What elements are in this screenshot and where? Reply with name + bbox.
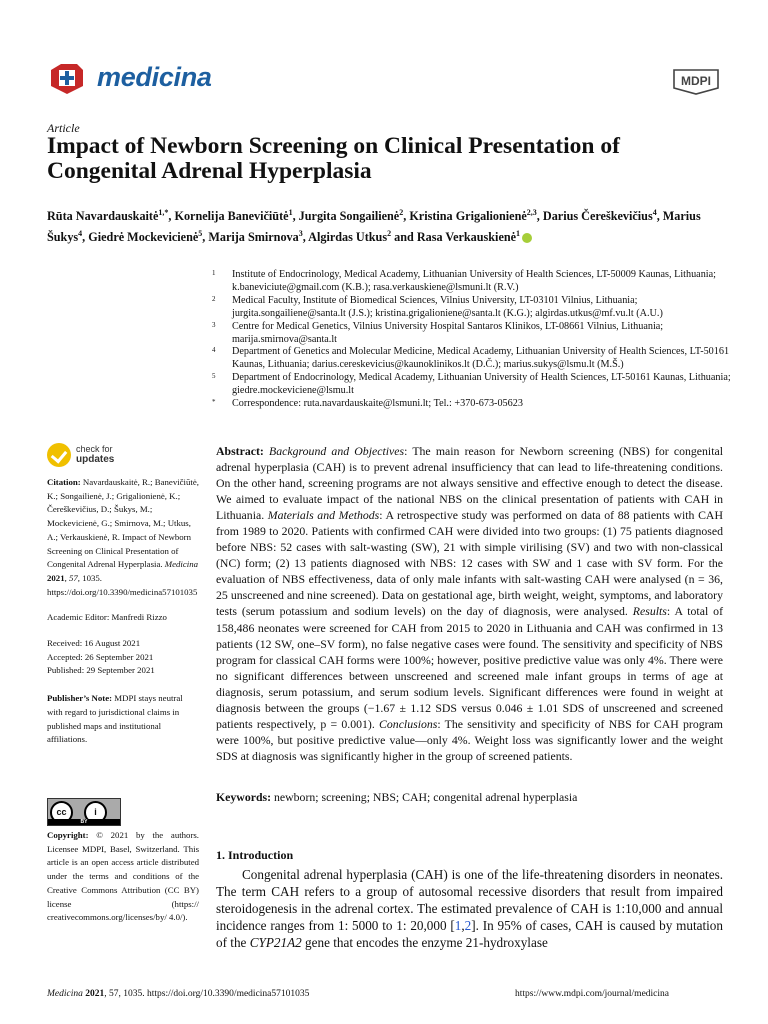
abstract-results-label: Results	[632, 604, 667, 619]
citation-link-1[interactable]: 1	[454, 918, 462, 933]
abstract-methods-text: : A retrospective study was performed on data of 88 patients with CAH from 1989 to 2020. Patients with confirmed CAH were divided into two groups: (1) 75 patients diagnosed before NBS: 52 cases with salt-wasting (SW), 21 with simple virilising (SV) and two with non-classical (NC) form; (2) 13 patients diagnosed with NBS: 12 cases with SW and 1 case with SV form. For the evaluation of NBS effectiveness, data of only male infants with salt-wasting CAH were analysed (n = 36, 25 unscreened and nine screened). Data on gestational age, birth weight, weight, symptoms, and laboratory tests (serum potassium and sodium levels) on the day of diagnosis, were analysed.	[216, 508, 723, 619]
intro-text-3: gene that encodes the enzyme 21-hydroxylase	[301, 935, 548, 950]
keywords-label: Keywords:	[216, 790, 272, 804]
affiliation-item	[212, 269, 732, 295]
affiliation-item	[212, 295, 732, 321]
published-date: Published: 29 September 2021	[47, 665, 155, 676]
author-name[interactable]: Algirdas Utkus	[308, 230, 388, 245]
citation: Citation: Navardauskaitė, R.; Banevičiūtė, K.; Songailienė, J.; Grigalionienė, K.; Čereškevičius, D.; Šukys, M.; Mockevicienė, G.; Smirnova, M.; Utkus, A.; Verkauskienė, R. Impact of Newborn Screening on Clinical Presentation of Congenital Adrenal Hyperplasia. Medicina 2021, 57, 1035. https://doi.org/10.3390/medicina57101035	[47, 477, 199, 597]
abstract-results-text: : A total of 158,486 neonates were screened for CAH from 2015 to 2020 in Lithuania and CAH was confirmed in 13 patients (12 SW, one–SV form), no false negative cases were found. The sensitivity and specificity of NBS program for classical CAH forms were 100%; however, positive predictive value was only 4%. There were no significant differences between unscreened and screened male infant groups in terms of age at diagnosis, serum potassium, and serum sodium levels. Significant differences were found in weight at diagnosis between the groups (−1.67 ± 1.12 SDS versus 0.046 ± 1.01 SDS of unscreened and screened patients respectively, p = 0.001).	[216, 604, 723, 731]
keywords-text: newborn; screening; NBS; CAH; congenital adrenal hyperplasia	[271, 790, 578, 804]
affiliation-text: Centre for Medical Genetics, Vilnius University Hospital Santaros Klinikos, LT-08661 Vilnius, Lithuania; marija.smirnova@santa.lt	[232, 320, 664, 345]
affiliation-number: 1	[212, 269, 216, 277]
intro-text-1: Congenital adrenal hyperplasia (CAH) is one of the life-threatening disorders in neonates. The term CAH refers to a group of autosomal recessive disorders that result from impaired steroidogenesis in the adrenal cortex. The estimated prevalence of CAH is 1:10,000 and annual incidence ranges from 1: 5000 to 1: 20,000 [	[216, 867, 723, 933]
affiliation-item	[212, 398, 732, 411]
check-updates-line2: updates	[76, 454, 115, 465]
section-heading-introduction: 1. Introduction	[216, 848, 294, 862]
check-updates-line1: check for	[76, 444, 113, 454]
publisher-note	[47, 692, 199, 747]
abstract-conclusions-label: Conclusions	[379, 716, 438, 731]
citation-label: Citation:	[47, 477, 81, 487]
footer-year: 2021	[85, 989, 105, 999]
copyright-text: © 2021 by the authors. Licensee MDPI, Basel, Switzerland. This article is an open access article distributed under the terms and conditions of the Creative Commons Attribution (CC BY) license (https:// creativecommons.org/licenses/by/ 4.0/).	[47, 830, 200, 923]
author-affiliation-marker: 2	[387, 229, 392, 239]
affiliation-item	[212, 321, 732, 347]
gene-name: CYP21A2	[249, 935, 302, 950]
dates	[47, 637, 199, 678]
received-date: Received: 16 August 2021	[47, 638, 141, 649]
author-name[interactable]: Kristina Grigalionienė	[409, 209, 527, 224]
article-title: Impact of Newborn Screening on Clinical Presentation of Congenital Adrenal Hyperplasia	[47, 133, 620, 184]
footer-journal: Medicina	[47, 989, 83, 999]
citation-text: Navardauskaitė, R.; Banevičiūtė, K.; Songailienė, J.; Grigalionienė, K.; Čereškevičius, D.; Šukys, M.; Mockevicienė, G.; Smirnova, M.; Utkus, A.; Verkauskienė, R. Impact of Newborn Screening on Clinical Presentation of Congenital Adrenal Hyperplasia.	[47, 477, 199, 570]
citation-doi[interactable]: , 1035. https://doi.org/10.3390/medicina57101035	[47, 572, 198, 597]
affiliation-text: Department of Endocrinology, Medical Academy, Lithuanian University of Health Sciences, LT-50161 Kaunas, Lithuania; giedre.mockeviciene@lsmu.lt	[232, 372, 731, 397]
journal-name[interactable]: medicina	[97, 62, 212, 92]
publisher-name: MDPI	[681, 74, 711, 88]
publisher-note-label: Publisher’s Note:	[47, 693, 113, 704]
affiliation-number: 3	[212, 320, 216, 329]
affiliations	[212, 269, 732, 411]
author-affiliation-marker: 3	[298, 229, 303, 239]
footer-doi[interactable]: , 57, 1035. https://doi.org/10.3390/medicina57101035	[104, 989, 310, 999]
cc-by-label: BY	[48, 819, 120, 825]
abstract-conclusions-text: : The sensitivity and specificity of NBS for CAH program were 100%, but positive predictive value—only 4%. Weight loss was significantly lower and the weight SDS at diagnosis was significantly higher in the group of screened patients.	[216, 716, 723, 763]
author-affiliation-marker: 1,*	[158, 208, 169, 217]
copyright	[47, 829, 199, 925]
abstract-label: Abstract:	[216, 444, 264, 458]
author-name[interactable]: Marius Šukys	[47, 209, 701, 245]
author-affiliation-marker: 2,3	[526, 208, 537, 217]
footer-journal-url[interactable]: https://www.mdpi.com/journal/medicina	[515, 989, 669, 999]
intro-comma: ,	[461, 918, 465, 933]
publisher-note-text: MDPI stays neutral with regard to jurisdictional claims in published maps and institutional affiliations.	[47, 693, 183, 745]
affiliation-text: Correspondence: ruta.navardauskaite@lsmuni.lt; Tel.: +370-673-05623	[232, 398, 523, 410]
sidebar	[47, 476, 199, 759]
affiliation-text: Institute of Endocrinology, Medical Academy, Lithuanian University of Health Sciences, LT-50009 Kaunas, Lithuania; k.baneviciute@gmail.com (K.B.); rasa.verkauskiene@lsmuni.lt (R.V.)	[232, 269, 716, 293]
author-affiliation-marker: 1	[516, 229, 521, 239]
check-updates-icon	[47, 443, 71, 467]
introduction-paragraph	[216, 866, 723, 951]
affiliation-number: *	[212, 398, 216, 407]
citation-link-2[interactable]: 2	[464, 918, 472, 933]
citation-volume: 57	[69, 572, 78, 583]
accepted-date: Accepted: 26 September 2021	[47, 651, 154, 662]
author-affiliation-marker: 4	[652, 208, 657, 217]
author-affiliation-marker: 2	[399, 208, 404, 217]
abstract-background-label: Background and Objectives	[269, 444, 405, 458]
author-list: Rūta Navardauskaitė$^{1,*}$, Kornelija Banevičiūtė$^1$, Jurgita Songailienė$^2$, Kristina Grigalionienė$^{2,3}$, Darius Čereškevičius$^4$, Marius Šukys$^4$, Giedrė Mockevicienė$^5$, Marija Smirnova$^3$, Algirdas Utkus$^2$ and Rasa Verkauskienė$^1$	[47, 208, 701, 245]
abstract	[216, 443, 723, 764]
affiliation-item	[212, 346, 732, 372]
affiliation-number: 2	[212, 294, 216, 303]
check-for-updates-button[interactable]	[47, 443, 157, 469]
author-name[interactable]: Rasa Verkauskienė	[416, 230, 517, 245]
author-name[interactable]: Kornelija Banevičiūtė	[174, 209, 289, 224]
author-name[interactable]: Darius Čereškevičius	[542, 209, 653, 224]
author-name[interactable]: Marija Smirnova	[208, 230, 299, 245]
footer-citation	[47, 989, 309, 999]
affiliation-number: 4	[212, 346, 216, 355]
author-name[interactable]: Rūta Navardauskaitė	[47, 209, 159, 224]
article-type: Article	[47, 121, 80, 135]
affiliation-text: Medical Faculty, Institute of Biomedical Sciences, Vilnius University, LT-03101 Vilnius, Lithuania; jurgita.songailiene@santa.lt (J.S.); kristina.grigalioniene@santa.lt (K.G.); algirdas.utkus@mf.vu.lt (A.U.)	[232, 294, 663, 319]
author-affiliation-marker: 1	[288, 208, 293, 217]
abstract-methods-label: Materials and Methods	[267, 508, 380, 523]
citation-year: 2021	[47, 572, 65, 583]
author-affiliation-marker: 4	[78, 229, 83, 239]
citation-journal: Medicina	[164, 559, 198, 570]
author-name[interactable]: Giedrė Mockevicienė	[88, 230, 199, 245]
affiliation-text: Department of Genetics and Molecular Medicine, Medical Academy, Lithuanian University of Health Sciences, LT-50161 Kaunas, Lithuania; darius.cereskevicius@kaunoklinikos.lt (D.Č.); marius.sukys@lsmu.lt (M.Š.)	[232, 346, 730, 371]
affiliation-item	[212, 372, 732, 398]
author-affiliation-marker: 5	[198, 229, 203, 239]
affiliation-number: 5	[212, 372, 216, 381]
author-name[interactable]: Jurgita Songailienė	[298, 209, 400, 224]
intro-text-2: ]. In 95% of cases, CAH is caused by mutation of the	[216, 918, 723, 950]
mdpi-logo-icon[interactable]	[670, 66, 722, 96]
academic-editor: Academic Editor: Manfredi Rizzo	[47, 612, 167, 623]
cc-icon: cc	[50, 801, 73, 824]
journal-logo-icon	[47, 60, 87, 96]
copyright-label: Copyright:	[47, 830, 89, 840]
orcid-icon[interactable]	[522, 233, 532, 243]
abstract-background-text: : The main reason for Newborn screening (NBS) for congenital adrenal hyperplasia (CAH) is to prevent adrenal insufficiency that can lead to life-threatening conditions. On the other hand, screening programs are not always sensitive and effective enough to detect the disease. We aimed to evaluate impact of the national NBS on the clinical presentation of patients with CAH in Lithuania.	[216, 444, 724, 523]
attribution-icon: i	[84, 801, 107, 824]
cc-by-license-icon[interactable]	[47, 798, 121, 826]
keywords	[216, 789, 723, 805]
